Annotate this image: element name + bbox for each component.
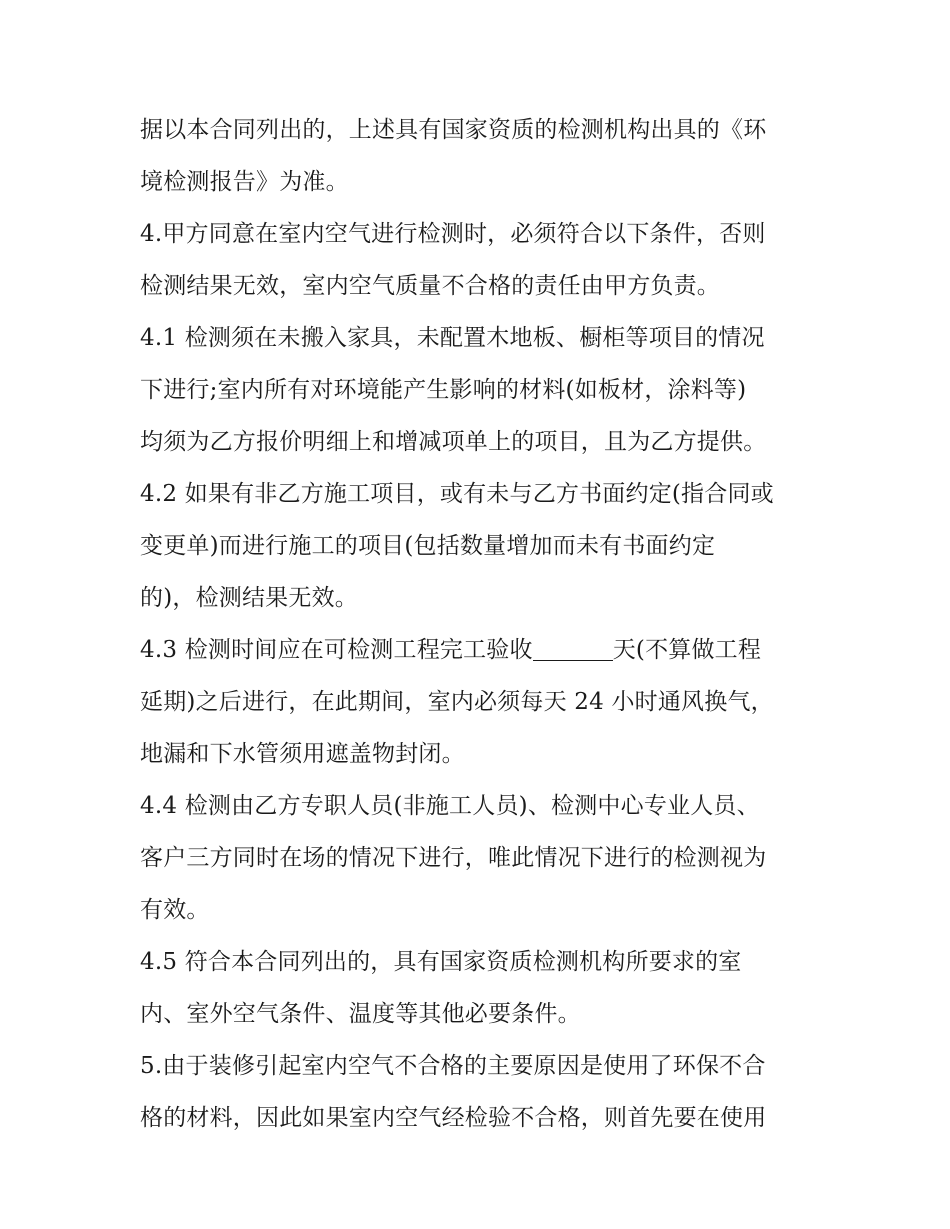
text-line: 检测结果无效，室内空气质量不合格的责任由甲方负责。 bbox=[140, 273, 720, 299]
text-line: 客户三方同时在场的情况下进行，唯此情况下进行的检测视为 bbox=[140, 845, 767, 871]
text-line: 格的材料，因此如果室内空气经检验不合格，则首先要在使用 bbox=[140, 1105, 767, 1131]
text-line: 5.由于装修引起室内空气不合格的主要原因是使用了环保不合 bbox=[140, 1053, 766, 1079]
text-line-4-3 bbox=[140, 624, 820, 676]
text-line: 4.5 符合本合同列出的，具有国家资质检测机构所要求的室 bbox=[140, 949, 742, 975]
text-line: 据以本合同列出的，上述具有国家资质的检测机构出具的《环 bbox=[140, 117, 767, 143]
document-body bbox=[140, 104, 820, 1144]
text-line: 4.1 检测须在未搬入家具，未配置木地板、橱柜等项目的情况 bbox=[140, 325, 765, 351]
text-line: 延期)之后进行，在此期间，室内必须每天 24 小时通风换气， bbox=[140, 689, 774, 715]
text-line: 4.4 检测由乙方专职人员(非施工人员)、检测中心专业人员、 bbox=[140, 793, 760, 819]
clause-4-3-text: 4.3 检测时间应在可检测工程完工验收 bbox=[140, 637, 533, 663]
text-line: 内、室外空气条件、温度等其他必要条件。 bbox=[140, 1001, 581, 1027]
text-line: 均须为乙方报价明细上和增减项单上的项目，且为乙方提供。 bbox=[140, 429, 767, 455]
fill-in-blank bbox=[533, 632, 613, 661]
clause-4-3-text-end: 天(不算做工程 bbox=[612, 637, 762, 663]
text-line: 境检测报告》为准。 bbox=[140, 169, 349, 195]
text-line: 下进行;室内所有对环境能产生影响的材料(如板材，涂料等) bbox=[140, 377, 747, 403]
text-line: 4.甲方同意在室内空气进行检测时，必须符合以下条件，否则 bbox=[140, 221, 766, 247]
text-line: 地漏和下水管须用遮盖物封闭。 bbox=[140, 741, 465, 767]
text-line: 有效。 bbox=[140, 897, 210, 923]
text-line: 4.2 如果有非乙方施工项目，或有未与乙方书面约定(指合同或 bbox=[140, 481, 774, 507]
text-line: 变更单)而进行施工的项目(包括数量增加而未有书面约定 bbox=[140, 533, 716, 559]
text-line: 的)，检测结果无效。 bbox=[140, 585, 358, 611]
